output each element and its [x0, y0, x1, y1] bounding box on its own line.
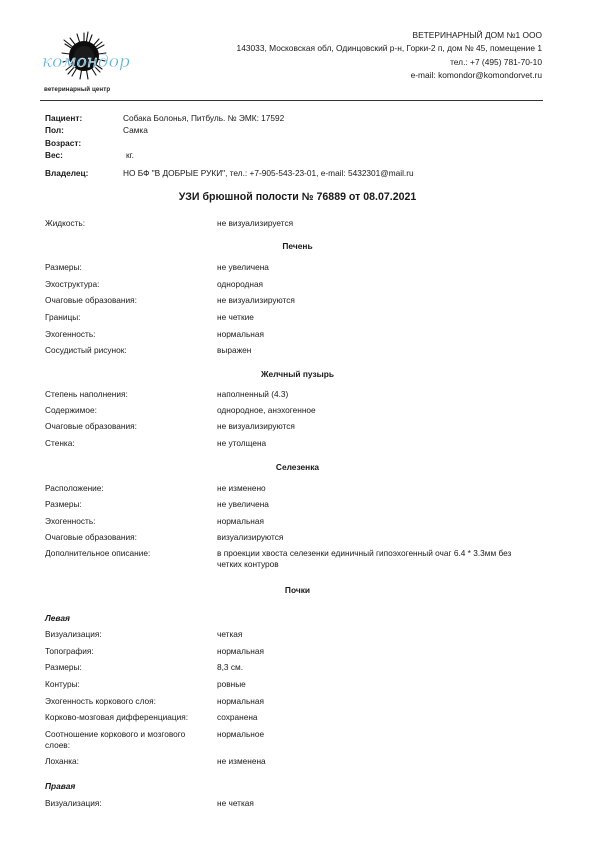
row-value: в проекции хвоста селезенки единичный гипоэхогенный очаг 6.4 * 3.3мм без четких контуров [217, 548, 512, 569]
row-label: Размеры: [45, 499, 82, 509]
row-label: Эхогенность: [45, 329, 96, 339]
owner-label: Владелец: [45, 168, 89, 178]
row-label: Очаговые образования: [45, 532, 137, 542]
komondor-logo-icon [40, 30, 150, 88]
row-label: Эхогенность: [45, 516, 96, 526]
row-value: однородная [217, 279, 264, 289]
clinic-email: e-mail: komondor@komondorvet.ru [410, 69, 542, 80]
row-value: нормальная [217, 646, 264, 656]
fluid-label: Жидкость: [45, 218, 86, 228]
patient-value: Собака Болонья, Питбуль. № ЭМК: 17592 [123, 113, 285, 123]
row-label: Сосудистый рисунок: [45, 345, 127, 355]
row-label: Эхоструктура: [45, 279, 100, 289]
row-label: Визуализация: [45, 629, 102, 639]
row-value: не увеличена [217, 499, 269, 509]
row-label: Эхогенность коркового слоя: [45, 696, 156, 706]
right-kidney-heading: Правая [45, 781, 76, 791]
clinic-address: 143033, Московская обл, Одинцовский р-н, Горки-2 п, дом № 45, помещение 1 [236, 43, 542, 54]
spleen-heading: Селезенка [275, 462, 320, 472]
row-value: не утолщена [217, 438, 267, 448]
row-value: нормальная [217, 516, 264, 526]
row-value: не увеличена [217, 262, 269, 272]
sex-label: Пол: [45, 125, 64, 136]
row-value: нормальное [217, 729, 265, 739]
header-divider [40, 100, 543, 101]
row-label: Размеры: [45, 662, 82, 672]
row-value: не визуализируются [217, 421, 295, 431]
weight-label: Вес: [45, 149, 63, 160]
row-label: Расположение: [45, 483, 104, 493]
row-value: не визуализируются [217, 295, 295, 305]
row-label: Визуализация: [45, 798, 102, 808]
row-label: Лоханка: [45, 756, 79, 766]
row-label: Степень наполнения: [45, 389, 128, 399]
svg-text:комондор: комондор [42, 52, 130, 72]
left-kidney-heading: Левая [45, 613, 70, 623]
fluid-value: не визуализируется [217, 218, 294, 228]
row-value: не четкая [217, 798, 254, 808]
row-value: нормальная [217, 696, 264, 706]
row-label: Содержимое: [45, 405, 97, 415]
row-label: Стенка: [45, 438, 75, 448]
gallbladder-heading: Желчный пузырь [260, 369, 335, 379]
row-label: Контуры: [45, 679, 80, 689]
row-label: Границы: [45, 312, 81, 322]
row-value: наполненный (4.3) [217, 389, 289, 399]
owner-value: НО БФ "В ДОБРЫЕ РУКИ", тел.: +7-905-543-23-01, e-mail: 5432301@mail.ru [123, 168, 414, 178]
row-label: Корково-мозговая дифференциация: [45, 712, 189, 722]
row-label: Очаговые образования: [45, 295, 137, 305]
clinic-details [237, 29, 542, 82]
row-value: четкая [217, 629, 243, 639]
clinic-name: ВЕТЕРИНАРНЫЙ ДОМ №1 ООО [412, 30, 542, 40]
row-value: не четкие [217, 312, 254, 322]
row-label: Топография: [45, 646, 94, 656]
weight-value: кг. [126, 149, 134, 160]
row-value: 8,3 см. [217, 662, 243, 672]
row-value: однородное, анэхогенное [217, 405, 316, 415]
kidneys-heading: Почки [284, 585, 311, 595]
row-value: визуализируются [217, 532, 284, 542]
row-value: сохранена [217, 712, 258, 722]
row-label: Дополнительное описание: [45, 548, 151, 558]
row-label: Очаговые образования: [45, 421, 137, 431]
patient-label: Пациент: [45, 113, 83, 123]
liver-heading: Печень [282, 241, 313, 251]
row-label: Размеры: [45, 262, 82, 272]
row-value: нормальная [217, 329, 264, 339]
row-value: не изменена [217, 756, 266, 766]
report-title: УЗИ брюшной полости № 76889 от 08.07.2021 [178, 191, 417, 203]
age-label: Возраст: [45, 137, 82, 148]
row-value: выражен [217, 345, 252, 355]
row-value: ровные [217, 679, 246, 689]
clinic-logo [40, 30, 150, 100]
clinic-phone: тел.: +7 (495) 781-70-10 [450, 56, 542, 67]
sex-value: Самка [123, 125, 148, 136]
row-label: Соотношение коркового и мозгового слоев: [45, 729, 186, 750]
logo-caption: ветеринарный центр [44, 86, 111, 93]
row-value: не изменено [217, 483, 266, 493]
